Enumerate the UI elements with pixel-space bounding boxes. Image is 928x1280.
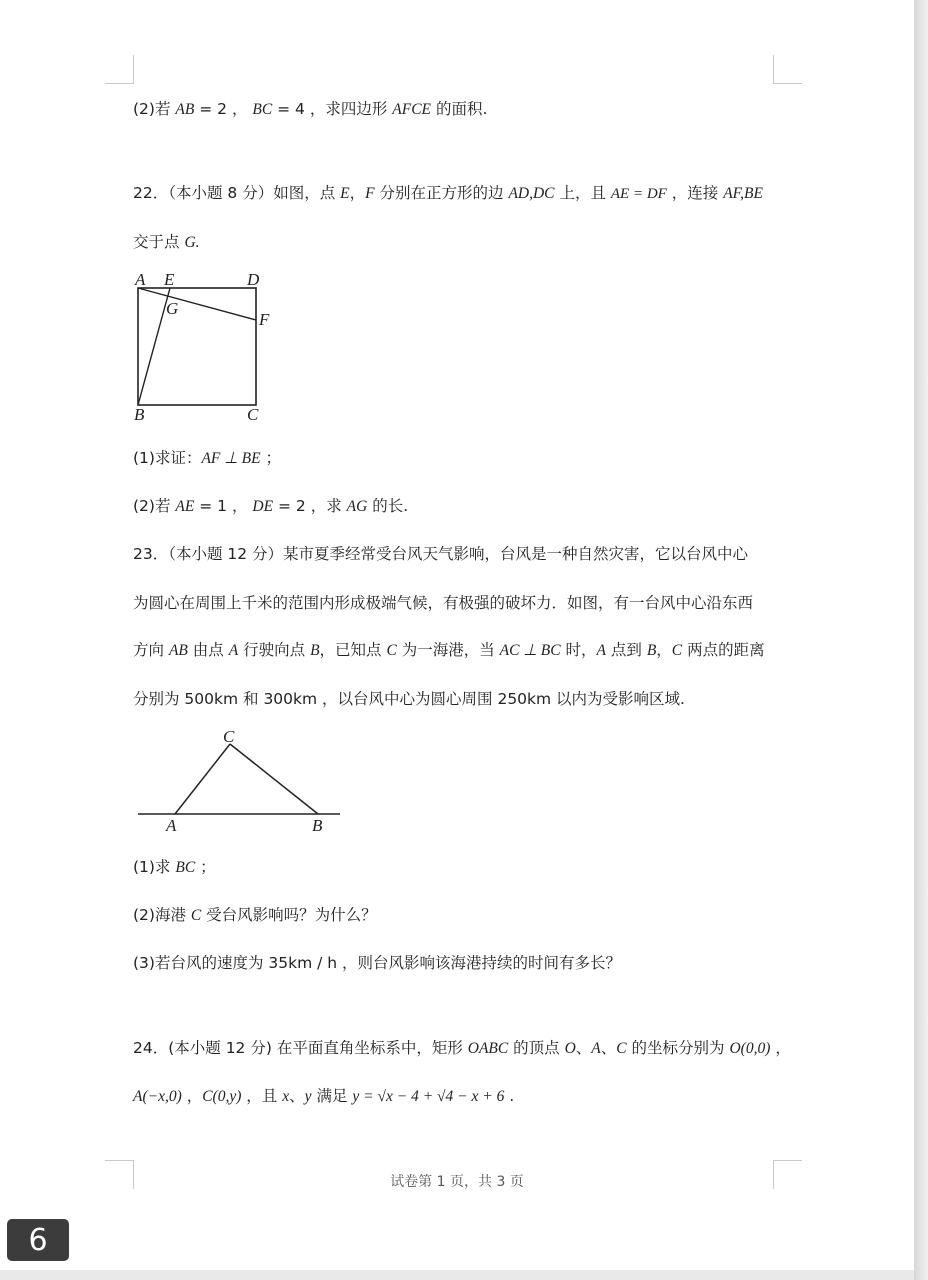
q21-part2: (2)若 AB = 2 ， BC = 4 ，求四边形 AFCE 的面积. (133, 100, 488, 118)
q24-line2: A(−x,0) ，C(0,y) ，且 x、y 满足 y = √x − 4 + √4 − x + 6 . (133, 1087, 515, 1105)
q22-part1: (1)求证：AF ⊥ BE ； (133, 449, 282, 467)
label-b: B (312, 816, 323, 835)
page-footer: 试卷第 1 页，共 3 页 (390, 1174, 524, 1190)
crop-mark-top-right (773, 55, 802, 84)
label-e: E (164, 270, 175, 289)
page-edge-shadow (914, 0, 928, 1280)
label-c: C (223, 727, 235, 746)
q22-part2: (2)若 AE = 1 ， DE = 2 ，求 AG 的长. (133, 497, 409, 515)
label-a: A (135, 270, 146, 289)
q23-triangle-figure (134, 725, 349, 840)
crop-mark-top-left (105, 55, 134, 84)
q22-header-line2: 交于点 G. (133, 233, 200, 251)
q22-header: 22．（本小题 8 分）如图，点 E，F 分别在正方形的边 AD,DC 上，且 AE = DF ，连接 AF,BE (133, 184, 763, 202)
label-a: A (166, 816, 177, 835)
q23-line4: 分别为 500km 和 300km ，以台风中心为圆心周围 250km 以内为受影响区域. (133, 690, 685, 708)
q23-part1: (1)求 BC ； (133, 858, 216, 876)
q23-line2: 为圆心在周围上千米的范围内形成极端气候，有极强的破坏力．如图，有一台风中心沿东西 (133, 594, 754, 612)
label-b: B (134, 405, 145, 424)
q24-line1: 24．(本小题 12 分) 在平面直角坐标系中，矩形 OABC 的顶点 O、A、C 的坐标分别为 O(0,0) ， (133, 1039, 791, 1057)
page-number-badge[interactable]: 6 (7, 1219, 69, 1261)
q23-part2: (2)海港 C 受台风影响吗？为什么？ (133, 906, 377, 924)
label-f: F (259, 310, 270, 329)
segment-af (138, 288, 256, 320)
segment-ac (175, 744, 230, 814)
q22-square-figure (130, 268, 280, 428)
q23-line1: 23．（本小题 12 分）某市夏季经常受台风天气影响，台风是一种自然灾害，它以台风中心 (133, 545, 749, 563)
label-d: D (247, 270, 260, 289)
label-c: C (247, 405, 259, 424)
square-abcd (138, 288, 256, 405)
q23-part3: (3)若台风的速度为 35km / h ，则台风影响该海港持续的时间有多长？ (133, 954, 622, 972)
q23-line3: 方向 AB 由点 A 行驶向点 B，已知点 C 为一海港，当 AC ⊥ BC 时，A 点到 B，C 两点的距离 (133, 641, 765, 659)
label-g: G (166, 299, 179, 318)
segment-bc (230, 744, 318, 814)
